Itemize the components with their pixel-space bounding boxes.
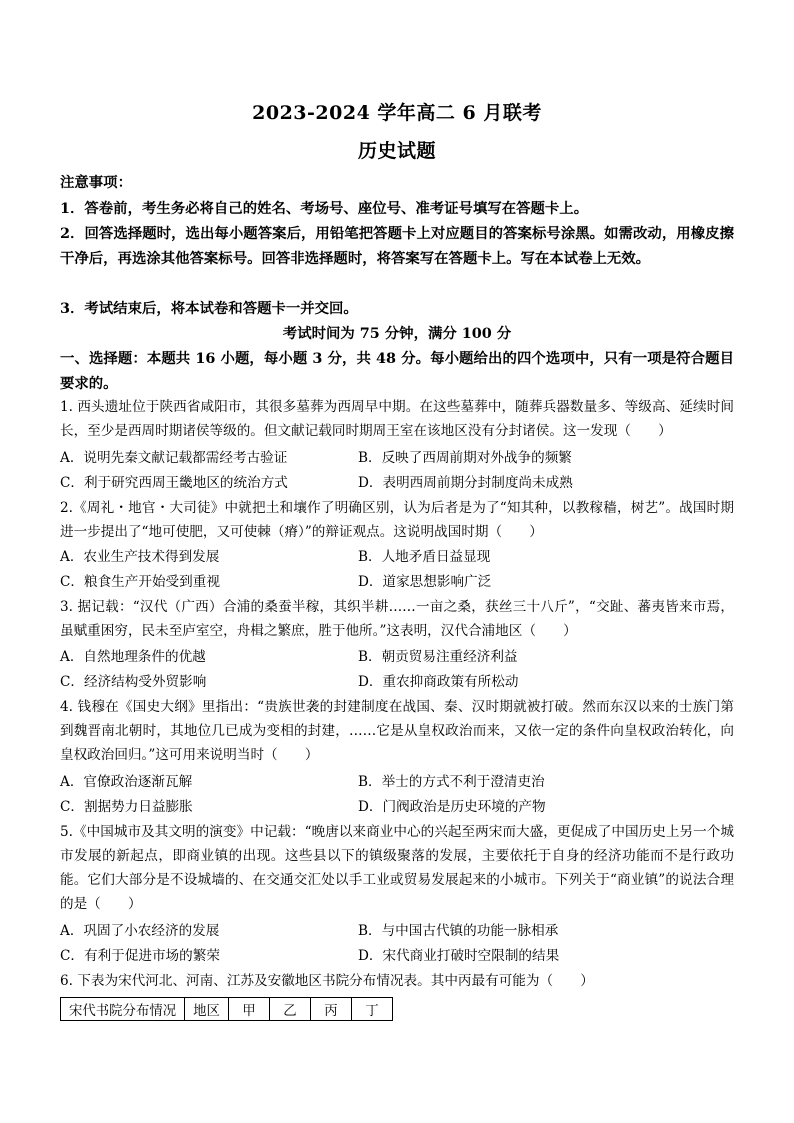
notice-item-1: 1．答卷前，考生务必将自己的姓名、考场号、座位号、准考证号填写在答题卡上。 — [60, 200, 589, 217]
notice-item-2: 2．回答选择题时，选出每小题答案后，用铅笔把答题卡上对应题目的答案标号涂黑。如需改动，用橡皮擦干净后，再选涂其他答案标号。回答非选择题时，将答案写在答题卡上。写在本试卷上无效。 — [60, 225, 734, 267]
q2-option-a[interactable]: A．农业生产技术得到发展 — [60, 549, 220, 565]
subject-title: 历史试题 — [357, 140, 436, 162]
question-3-stem: 3. 据记载：“汉代（广西）合浦的桑蚕半稼，其织半耕……一亩之桑，获丝三十八斤”，“交趾、蕃夷皆来市焉，虽赋重困穷，民未至庐室空，舟楫之繁庶，胜于他所。”这表明，汉代合浦地区（ ） — [60, 599, 734, 639]
q4-option-b[interactable]: B．举士的方式不利于澄清吏治 — [358, 774, 545, 790]
table-cell: 丁 — [351, 998, 392, 1021]
q4-option-d[interactable]: D．门阀政治是历史环境的产物 — [358, 799, 546, 815]
table-cell: 丙 — [310, 998, 351, 1021]
table-cell: 乙 — [269, 998, 310, 1021]
table-cell: 甲 — [228, 998, 269, 1021]
q3-option-c[interactable]: C．经济结构受外贸影响 — [60, 674, 207, 690]
academy-distribution-table — [60, 997, 393, 1021]
q1-option-a[interactable]: A．说明先秦文献记载都需经考古验证 — [60, 450, 288, 466]
question-4-stem: 4. 钱穆在《国史大纲》里指出：“贵族世袭的封建制度在战国、秦、汉时期就被打破。然而东汉以来的士族门第到魏晋南北朝时，其地位几已成为变相的封建，……它是从皇权政治而来，又依一定的条件向皇权政治转化，向皇权政治回归。”这可用来说明当时（ ） — [60, 699, 734, 763]
q2-option-c[interactable]: C．粮食生产开始受到重视 — [60, 574, 220, 590]
q2-option-b[interactable]: B．人地矛盾日益显现 — [358, 549, 491, 565]
notice-item-3: 3．考试结束后，将本试卷和答题卡一并交回。 — [60, 300, 358, 317]
table-cell: 宋代书院分布情况 — [61, 998, 185, 1021]
q4-option-c[interactable]: C．割据势力日益膨胀 — [60, 799, 193, 815]
table-row — [61, 998, 393, 1021]
q5-option-d[interactable]: D．宋代商业打破时空限制的结果 — [358, 948, 560, 964]
table-cell: 地区 — [185, 998, 229, 1021]
q3-option-a[interactable]: A．自然地理条件的优越 — [60, 649, 206, 665]
q3-option-b[interactable]: B．朝贡贸易注重经济利益 — [358, 649, 518, 665]
q2-option-d[interactable]: D．道家思想影响广泛 — [358, 574, 492, 590]
q4-option-a[interactable]: A．官僚政治逐渐瓦解 — [60, 774, 193, 790]
q5-option-c[interactable]: C．有利于促进市场的繁荣 — [60, 948, 220, 964]
exam-title: 2023-2024 学年高二 6 月联考 — [252, 102, 542, 124]
section-heading: 一、选择题：本题共 16 小题，每小题 3 分，共 48 分。每小题给出的四个选项中，只有一项是符合题目要求的。 — [60, 350, 734, 392]
question-2-stem: 2.《周礼・地官・大司徒》中就把土和壤作了明确区别，认为后者是为了“知其种，以教稼穑，树艺”。战国时期进一步提出了“地可使肥，又可使棘（瘠）”的辩证观点。这说明战国时期（ ） — [60, 500, 734, 540]
q5-option-b[interactable]: B．与中国古代镇的功能一脉相承 — [358, 923, 559, 939]
q1-option-d[interactable]: D．表明西周前期分封制度尚未成熟 — [358, 475, 573, 491]
q1-option-c[interactable]: C．利于研究西周王畿地区的统治方式 — [60, 475, 288, 491]
question-5-stem: 5.《中国城市及其文明的演变》中记载：“晚唐以来商业中心的兴起至两宋而大盛，更促成了中国历史上另一个城市发展的新起点，即商业镇的出现。这些县以下的镇级聚落的发展，主要依托于自身的经济功能而不是行政功能。它们大部分是不设城墙的、在交通交汇处以手工业或贸易发展起来的小城市。下列关于“商业镇”的说法合理的是（ ） — [60, 824, 734, 912]
q5-option-a[interactable]: A．巩固了小农经济的发展 — [60, 923, 220, 939]
exam-info: 考试时间为 75 分钟，满分 100 分 — [282, 325, 512, 342]
notice-heading: 注意事项： — [60, 174, 132, 191]
question-6-stem: 6. 下表为宋代河北、河南、江苏及安徽地区书院分布情况表。其中丙最有可能为（ ） — [60, 973, 594, 989]
question-1-stem: 1. 西头遗址位于陕西省咸阳市，其很多墓葬为西周早中期。在这些墓葬中，随葬兵器数量多、等级高、延续时间长，至少是西周时期诸侯等级的。但文献记载同时期周王室在该地区没有分封诸侯。这一发现（ ） — [60, 399, 734, 439]
q3-option-d[interactable]: D．重农抑商政策有所松动 — [358, 674, 519, 690]
q1-option-b[interactable]: B．反映了西周前期对外战争的频繁 — [358, 450, 572, 466]
